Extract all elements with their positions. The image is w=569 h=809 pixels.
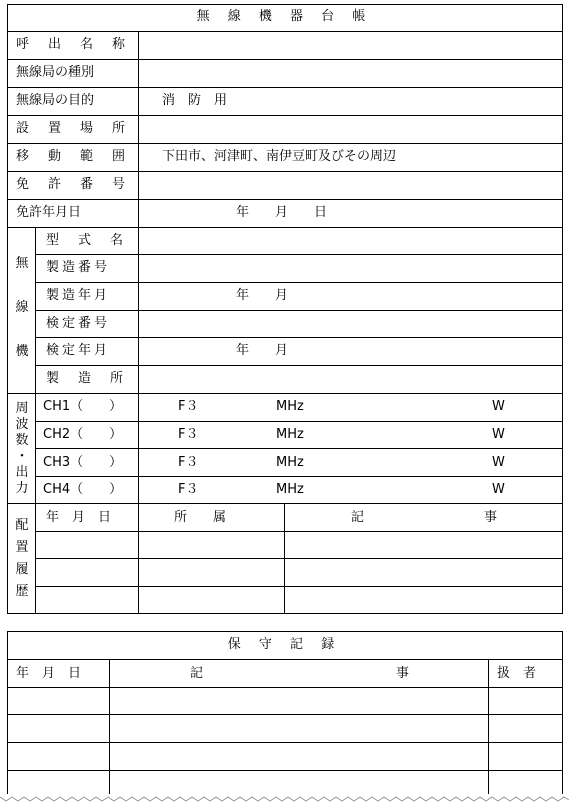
channel-power: W bbox=[492, 427, 505, 442]
placement-group-char: 置 bbox=[15, 540, 29, 555]
maintenance-date-header: 年 月 日 bbox=[16, 666, 82, 681]
license-date-value: 年 月 日 bbox=[236, 205, 328, 220]
inspection-number-label: 検定番号 bbox=[46, 316, 111, 331]
row-divider bbox=[35, 558, 563, 559]
channel-power: W bbox=[492, 482, 505, 497]
channel-unit: MHz bbox=[276, 482, 304, 497]
frequency-group-char: 数 bbox=[15, 433, 29, 448]
serial-number-label: 製造番号 bbox=[46, 260, 111, 275]
equipment-group-char: 機 bbox=[15, 344, 29, 359]
row-divider bbox=[7, 59, 563, 60]
manufacture-date-label: 製造年月 bbox=[46, 288, 111, 303]
station-type-label: 無線局の種別 bbox=[16, 65, 95, 80]
channel-power: W bbox=[492, 455, 505, 470]
manufacture-date-value: 年 月 bbox=[236, 288, 289, 303]
row-divider bbox=[7, 770, 563, 771]
row-divider bbox=[7, 171, 563, 172]
model-name-label: 型 式 名 bbox=[46, 233, 127, 248]
row-divider bbox=[35, 337, 563, 338]
channel-unit: MHz bbox=[276, 455, 304, 470]
torn-edge bbox=[0, 794, 569, 805]
license-date-label: 免許年月日 bbox=[16, 205, 82, 220]
row-divider bbox=[35, 448, 563, 449]
install-location-label: 設 置 場 所 bbox=[16, 121, 129, 136]
inspection-date-value: 年 月 bbox=[236, 343, 289, 358]
movement-range-label: 移 動 範 囲 bbox=[16, 149, 129, 164]
row-divider bbox=[35, 365, 563, 366]
row-divider bbox=[7, 503, 563, 504]
column-divider bbox=[284, 503, 285, 614]
channel-mode: F３ bbox=[178, 482, 199, 497]
maintenance-handler-header: 扱 者 bbox=[497, 666, 537, 681]
placement-notes-header: 事 bbox=[484, 510, 498, 525]
row-divider bbox=[7, 87, 563, 88]
channel-mode: F３ bbox=[178, 399, 199, 414]
maintenance-table bbox=[7, 631, 563, 805]
row-divider bbox=[35, 254, 563, 255]
row-divider bbox=[7, 659, 563, 660]
manufacturer-label: 製 造 所 bbox=[46, 371, 127, 386]
row-divider bbox=[7, 687, 563, 688]
row-divider bbox=[7, 227, 563, 228]
column-divider bbox=[109, 659, 110, 805]
frequency-group-char: 周 bbox=[15, 401, 29, 416]
row-divider bbox=[35, 310, 563, 311]
row-divider bbox=[7, 115, 563, 116]
column-divider bbox=[138, 227, 139, 614]
row-divider bbox=[7, 199, 563, 200]
placement-group-char: 歴 bbox=[15, 584, 29, 599]
placement-group-char: 履 bbox=[15, 562, 29, 577]
channel-label: CH1（ ） bbox=[43, 399, 123, 414]
column-divider bbox=[488, 659, 489, 805]
call-sign-label: 呼 出 名 称 bbox=[16, 37, 129, 52]
maintenance-title: 保 守 記 録 bbox=[227, 637, 342, 652]
equipment-group-char: 無 bbox=[15, 256, 29, 271]
placement-affiliation-header: 所 属 bbox=[174, 510, 227, 525]
station-purpose-label: 無線局の目的 bbox=[16, 93, 95, 108]
channel-power: W bbox=[492, 399, 505, 414]
placement-group-char: 配 bbox=[15, 518, 29, 533]
placement-notes-header: 記 bbox=[351, 510, 365, 525]
channel-mode: F３ bbox=[178, 427, 199, 442]
channel-label: CH4（ ） bbox=[43, 482, 123, 497]
maintenance-notes-header: 事 bbox=[396, 666, 410, 681]
maintenance-notes-header: 記 bbox=[190, 666, 204, 681]
row-divider bbox=[35, 476, 563, 477]
frequency-group-char: 力 bbox=[15, 481, 29, 496]
station-purpose-value: 消 防 用 bbox=[162, 93, 228, 108]
row-divider bbox=[35, 586, 563, 587]
column-divider bbox=[35, 227, 36, 614]
row-divider bbox=[35, 282, 563, 283]
row-divider bbox=[7, 742, 563, 743]
ledger-title: 無 線 機 器 台 帳 bbox=[196, 9, 373, 24]
inspection-date-label: 検定年月 bbox=[46, 343, 111, 358]
movement-range-value: 下田市、河津町、南伊豆町及びその周辺 bbox=[162, 149, 397, 164]
frequency-group-char: 波 bbox=[15, 417, 29, 432]
row-divider bbox=[7, 393, 563, 394]
channel-mode: F３ bbox=[178, 455, 199, 470]
equipment-group-char: 線 bbox=[15, 300, 29, 315]
row-divider bbox=[7, 31, 563, 32]
channel-label: CH2（ ） bbox=[43, 427, 123, 442]
row-divider bbox=[35, 531, 563, 532]
placement-date-header: 年 月 日 bbox=[46, 510, 112, 525]
row-divider bbox=[7, 143, 563, 144]
row-divider bbox=[35, 421, 563, 422]
column-divider bbox=[138, 31, 139, 227]
row-divider bbox=[7, 714, 563, 715]
channel-unit: MHz bbox=[276, 399, 304, 414]
frequency-group-char: 出 bbox=[15, 465, 29, 480]
channel-label: CH3（ ） bbox=[43, 455, 123, 470]
license-number-label: 免 許 番 号 bbox=[16, 177, 129, 192]
channel-unit: MHz bbox=[276, 427, 304, 442]
frequency-group-char: ・ bbox=[15, 449, 29, 464]
